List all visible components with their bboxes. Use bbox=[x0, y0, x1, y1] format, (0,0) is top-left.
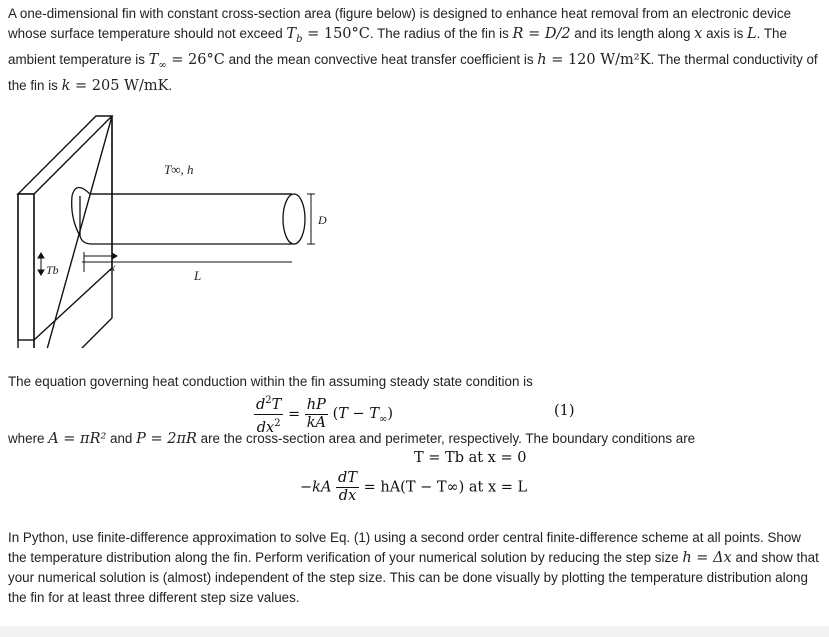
ambient-label: T∞, h bbox=[164, 162, 194, 177]
intro-text-1: A one-dimensional fin with constant cross-section area (figure below) is designed to enhance heat removal from an electronic device whose surface temperature should not exceed bbox=[8, 6, 792, 41]
h-value: = 120 W/m²K bbox=[546, 51, 651, 68]
tinf-symbol: $T_\infty$ bbox=[148, 51, 167, 71]
diameter-marker bbox=[307, 194, 315, 244]
intro-text-4: axis is bbox=[702, 26, 748, 41]
length-label: L bbox=[194, 268, 202, 283]
step-size-equation: h = Δx bbox=[682, 550, 732, 566]
where-text-3: are the cross-section area and perimeter, respectively. The boundary conditions are bbox=[196, 431, 696, 446]
where-paragraph bbox=[8, 429, 820, 449]
intro-text-5: . The ambient temperature is bbox=[8, 26, 787, 67]
task-text-2: and show that your numerical solution is (almost) independent of the step size. This can be done visually by plotting the temperature distribution along the fin for at least three different step size values. bbox=[8, 550, 819, 605]
radius-equation: R = D/2 bbox=[512, 26, 571, 42]
task-paragraph bbox=[8, 528, 820, 608]
where-text-2: and bbox=[106, 431, 137, 446]
intro-text-8: . bbox=[168, 77, 173, 93]
wall-front-face bbox=[18, 194, 34, 348]
governing-text: The equation governing heat conduction within the fin assuming steady state condition is bbox=[8, 374, 533, 389]
k-symbol: k bbox=[61, 77, 71, 94]
fin-figure bbox=[10, 108, 350, 348]
boundary-condition-2: −kA $\frac{dT}{dx}$ = hA(T − T∞) at x = L bbox=[300, 470, 528, 504]
intro-paragraph bbox=[8, 4, 820, 96]
bc2-rhs: = hA(T − T∞) at x = L bbox=[363, 479, 528, 496]
bottom-bar bbox=[0, 626, 829, 637]
x-symbol: x bbox=[694, 26, 703, 42]
tinf-value: = 26°C bbox=[166, 51, 225, 68]
area-equation: A = πR² bbox=[48, 431, 107, 447]
perimeter-equation: P = 2πR bbox=[136, 431, 197, 447]
governing-equation: $\frac{d^2T}{dx^2}$ = $\frac{hP}{kA}$ $(T - T_\infty)$ bbox=[254, 392, 393, 437]
tb-value: = 150°C bbox=[302, 26, 370, 42]
boundary-condition-1: T = Tb at x = 0 bbox=[414, 450, 527, 466]
length-symbol: L bbox=[747, 26, 757, 42]
base-arrow bbox=[38, 253, 44, 275]
x-label: x bbox=[110, 260, 116, 274]
intro-text-6: and the mean convective heat transfer coefficient is bbox=[224, 51, 538, 67]
diameter-label: D bbox=[318, 213, 327, 227]
h-symbol: h bbox=[537, 51, 547, 68]
task-text-1: In Python, use finite-difference approximation to solve Eq. (1) using a second order central finite-difference scheme at all points. Show the temperature distribution along the fin. Perform verification of your numerical solution by reducing the step size bbox=[8, 530, 801, 565]
intro-text-7: . The thermal conductivity of the fin is bbox=[8, 51, 818, 93]
k-value: = 205 W/mK bbox=[70, 77, 169, 94]
equation-number: (1) bbox=[554, 403, 575, 419]
base-label: Tb bbox=[46, 263, 59, 277]
intro-text-3: and its length along bbox=[570, 26, 695, 41]
where-text-1: where bbox=[8, 431, 49, 446]
tb-symbol: $T_b$ bbox=[286, 26, 303, 45]
intro-text-2: . The radius of the fin is bbox=[369, 26, 513, 41]
